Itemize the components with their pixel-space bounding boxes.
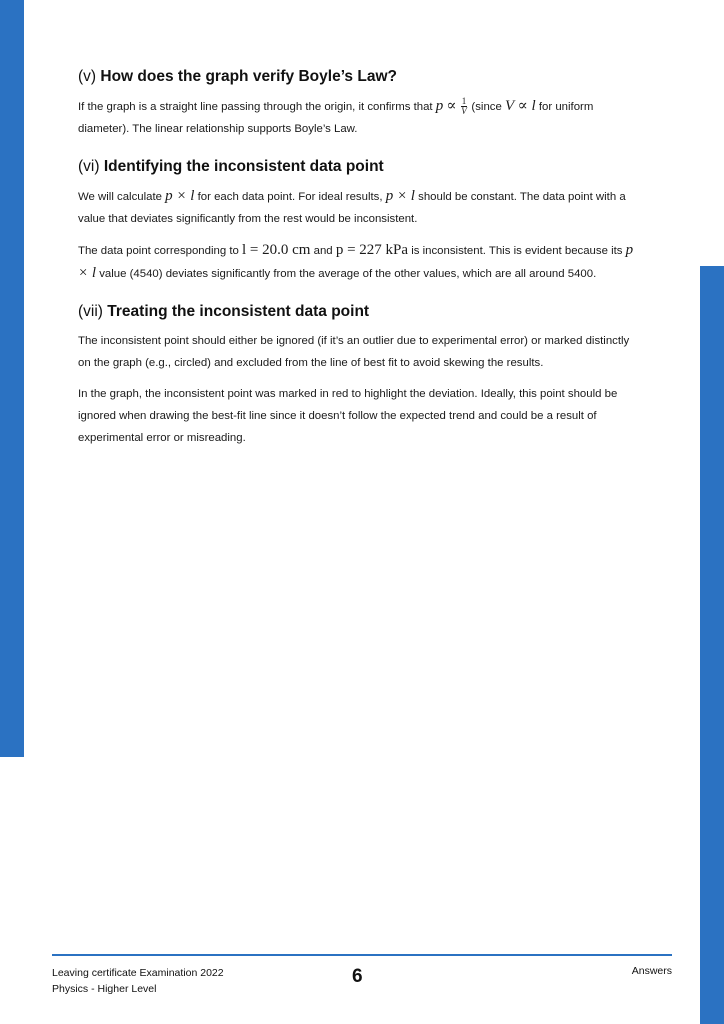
math-p-times-l: p × l [385, 188, 415, 204]
left-accent-bar [0, 0, 24, 757]
math-p: p [435, 98, 444, 114]
math-p-times-l: p × l [165, 188, 195, 204]
page-number: 6 [352, 966, 363, 987]
section-vii-paragraph-2: In the graph, the inconsistent point was marked in red to highlight the deviation. Ideally, this point should be ignored when drawing the best-fit line since it doesn’t follow the expected trend and could be a result of experimental error or misreading. [78, 388, 618, 444]
section-vii-paragraph-1: The inconsistent point should either be ignored (if it’s an outlier due to experimental error) or marked distinctly on the graph (e.g., circled) and excluded from the line of best fit to avoid skewing the results. [78, 335, 630, 369]
footer-exam-title: Leaving certificate Examination 2022 [52, 967, 224, 979]
math-p-times-l: p × l [78, 242, 634, 281]
section-v-paragraph: If the graph is a straight line passing through the origin, it confirms that p ∝ $\frac{1}{V}$ (since V ∝ l for uniform diameter). The linear relationship supports Boyle’s Law. [78, 96, 594, 135]
footer-section-label: Answers [631, 965, 672, 977]
section-vi-paragraph-2: The data point corresponding to l = 20.0 cm and p = 227 kPa is inconsistent. This is evident because its p × l value (4540) deviates significantly from the average of the other values, which are all around 5400. [78, 242, 634, 281]
section-vi [78, 158, 638, 285]
section-vii [78, 303, 638, 449]
section-vii-heading: (vii) Treating the inconsistent data point [78, 303, 370, 320]
math-l-value: l = 20.0 cm [242, 242, 311, 258]
right-accent-bar [700, 266, 724, 1024]
math-v-prop-l: V ∝ l [504, 98, 536, 114]
section-v-heading: (v) How does the graph verify Boyle’s Law? [78, 68, 397, 85]
footer-exam-info [52, 965, 224, 997]
footer-divider [52, 954, 672, 956]
section-vi-heading: (vi) Identifying the inconsistent data point [78, 158, 384, 175]
fraction-one-over-v: $\frac{1}{V}$ [461, 96, 467, 117]
page-content [78, 68, 638, 467]
section-vi-paragraph-1: We will calculate p × l for each data point. For ideal results, p × l should be constant. The data point with a value that deviates significantly from the rest would be inconsistent. [78, 188, 626, 225]
footer-subject: Physics - Higher Level [52, 983, 157, 995]
section-v [78, 68, 638, 140]
math-proportional: ∝ [446, 98, 457, 114]
math-p-value: p = 227 kPa [335, 242, 409, 258]
